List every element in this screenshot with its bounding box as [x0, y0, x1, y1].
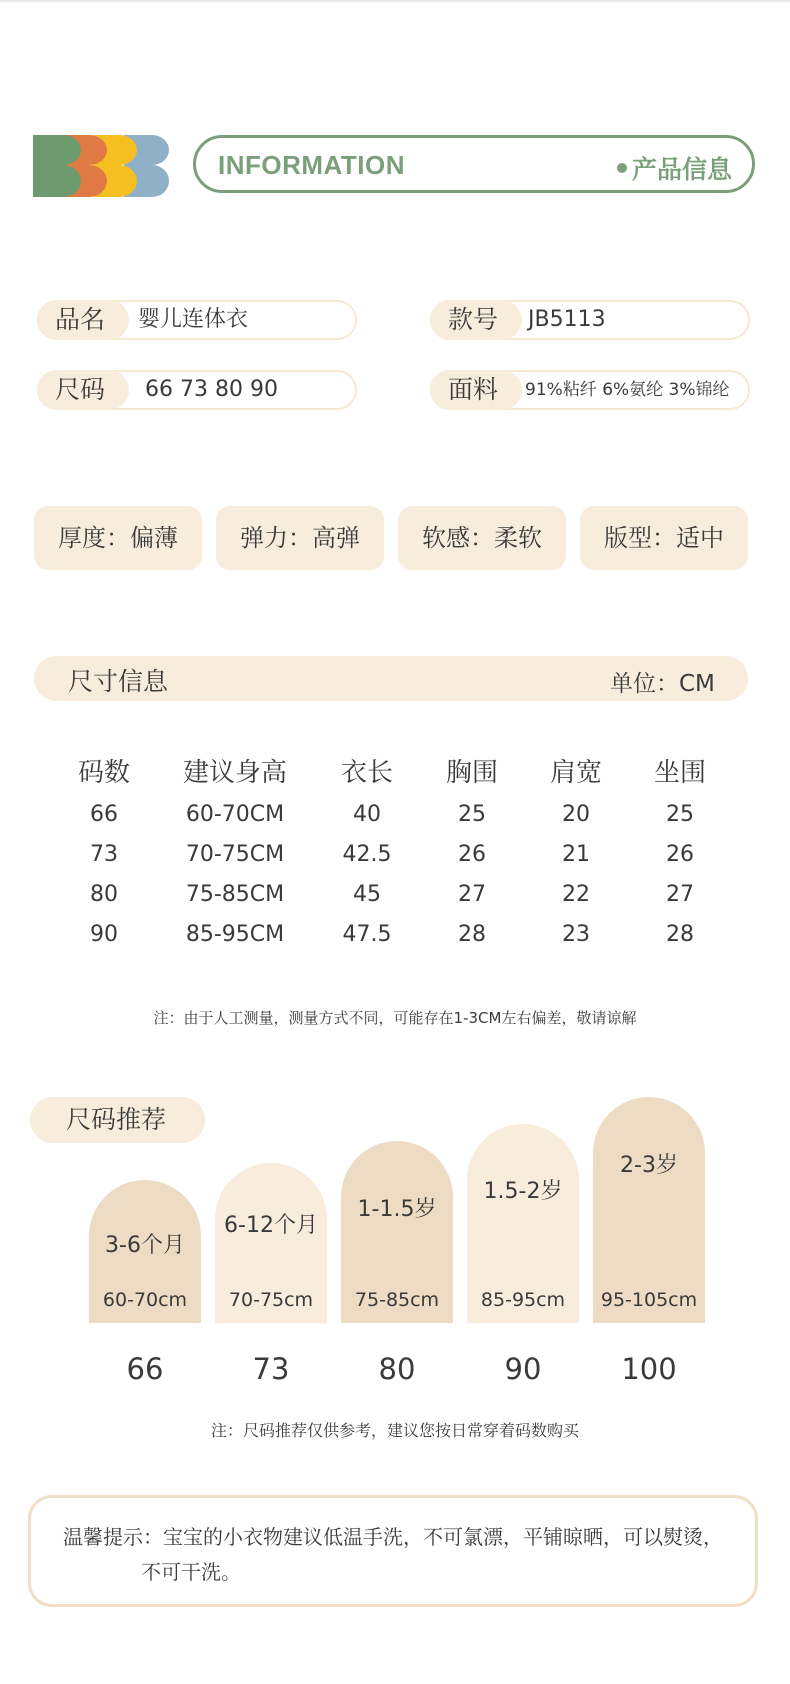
- table-cell: 25: [666, 802, 694, 827]
- product-fabric-label: 面料: [430, 370, 522, 410]
- recommend-height-range: 85-95cm: [480, 1289, 566, 1311]
- recommend-age-label: 3-6个月: [105, 1233, 185, 1258]
- dot-icon: [617, 163, 627, 173]
- product-name-value: 婴儿连体衣: [138, 307, 249, 332]
- table-cell: 90: [90, 922, 118, 947]
- table-cell: 28: [666, 922, 694, 947]
- table-cell: 75-85CM: [185, 882, 285, 907]
- size-recommend-title: 尺码推荐: [30, 1097, 205, 1143]
- table-cell: 42.5: [342, 842, 392, 867]
- recommend-size-label: 73: [252, 1352, 290, 1386]
- table-header-cell: 胸围: [445, 758, 498, 788]
- product-name-label: 品名: [37, 300, 129, 340]
- product-fabric-value: 91%粘纤 6%氨纶 3%锦纶: [525, 380, 730, 400]
- table-cell: 40: [353, 802, 381, 827]
- size-info-unit: 单位：CM: [610, 671, 715, 697]
- table-header-cell: 衣长: [340, 758, 393, 788]
- table-cell: 26: [666, 842, 694, 867]
- recommend-size-label: 100: [621, 1352, 677, 1386]
- recommend-age-label: 6-12个月: [224, 1213, 318, 1238]
- measurement-note: 注：由于人工测量，测量方式不同，可能存在1-3CM左右偏差，敬请谅解: [153, 1009, 637, 1027]
- table-cell: 20: [562, 802, 590, 827]
- product-code-label: 款号: [430, 300, 522, 340]
- recommend-height-range: 95-105cm: [600, 1289, 698, 1311]
- table-cell: 25: [458, 802, 486, 827]
- recommend-note: 注：尺码推荐仅供参考，建议您按日常穿着码数购买: [210, 1421, 579, 1440]
- brand-logo: [33, 135, 181, 197]
- product-size-value: 66 73 80 90: [145, 377, 278, 402]
- care-tip-line1: 温馨提示：宝宝的小衣物建议低温手洗，不可氯漂，平铺晾晒，可以熨烫，: [63, 1525, 723, 1549]
- table-cell: 23: [562, 922, 590, 947]
- recommend-age-label: 1-1.5岁: [357, 1197, 437, 1222]
- information-title-en: INFORMATION: [218, 150, 405, 180]
- table-header-cell: 建议身高: [182, 758, 287, 788]
- table-cell: 26: [458, 842, 486, 867]
- recommend-age-label: 1.5-2岁: [483, 1179, 563, 1204]
- recommend-height-range: 70-75cm: [228, 1289, 314, 1311]
- table-header-cell: 码数: [77, 758, 130, 788]
- table-cell: 21: [562, 842, 590, 867]
- attribute-fit: 版型：适中: [580, 506, 748, 570]
- care-tip-line2: 不可干洗。: [141, 1560, 241, 1584]
- table-cell: 85-95CM: [185, 922, 285, 947]
- table-cell: 45: [353, 882, 381, 907]
- table-cell: 70-75CM: [185, 842, 285, 867]
- attribute-elasticity: 弹力：高弹: [216, 506, 384, 570]
- size-info-title: 尺寸信息: [68, 667, 169, 696]
- attribute-softness: 软感：柔软: [398, 506, 566, 570]
- attribute-thickness: 厚度：偏薄: [34, 506, 202, 570]
- recommend-age-label: 2-3岁: [620, 1153, 678, 1178]
- table-cell: 27: [458, 882, 486, 907]
- table-cell: 27: [666, 882, 694, 907]
- information-title-zh: 产品信息: [632, 155, 733, 184]
- recommend-size-label: 90: [504, 1352, 542, 1386]
- recommend-size-label: 80: [378, 1352, 416, 1386]
- table-header-cell: 坐围: [653, 758, 706, 788]
- recommend-size-label: 66: [126, 1352, 164, 1386]
- table-cell: 80: [90, 882, 118, 907]
- care-tip-box: [28, 1495, 758, 1607]
- table-cell: 73: [90, 842, 118, 867]
- table-header-cell: 肩宽: [549, 758, 602, 788]
- recommend-height-range: 60-70cm: [102, 1289, 188, 1311]
- table-cell: 47.5: [342, 922, 392, 947]
- table-cell: 28: [458, 922, 486, 947]
- table-cell: 66: [90, 802, 118, 827]
- table-cell: 60-70CM: [185, 802, 285, 827]
- product-size-label: 尺码: [37, 370, 129, 410]
- table-cell: 22: [562, 882, 590, 907]
- product-code-value: JB5113: [528, 307, 606, 332]
- recommend-height-range: 75-85cm: [354, 1289, 440, 1311]
